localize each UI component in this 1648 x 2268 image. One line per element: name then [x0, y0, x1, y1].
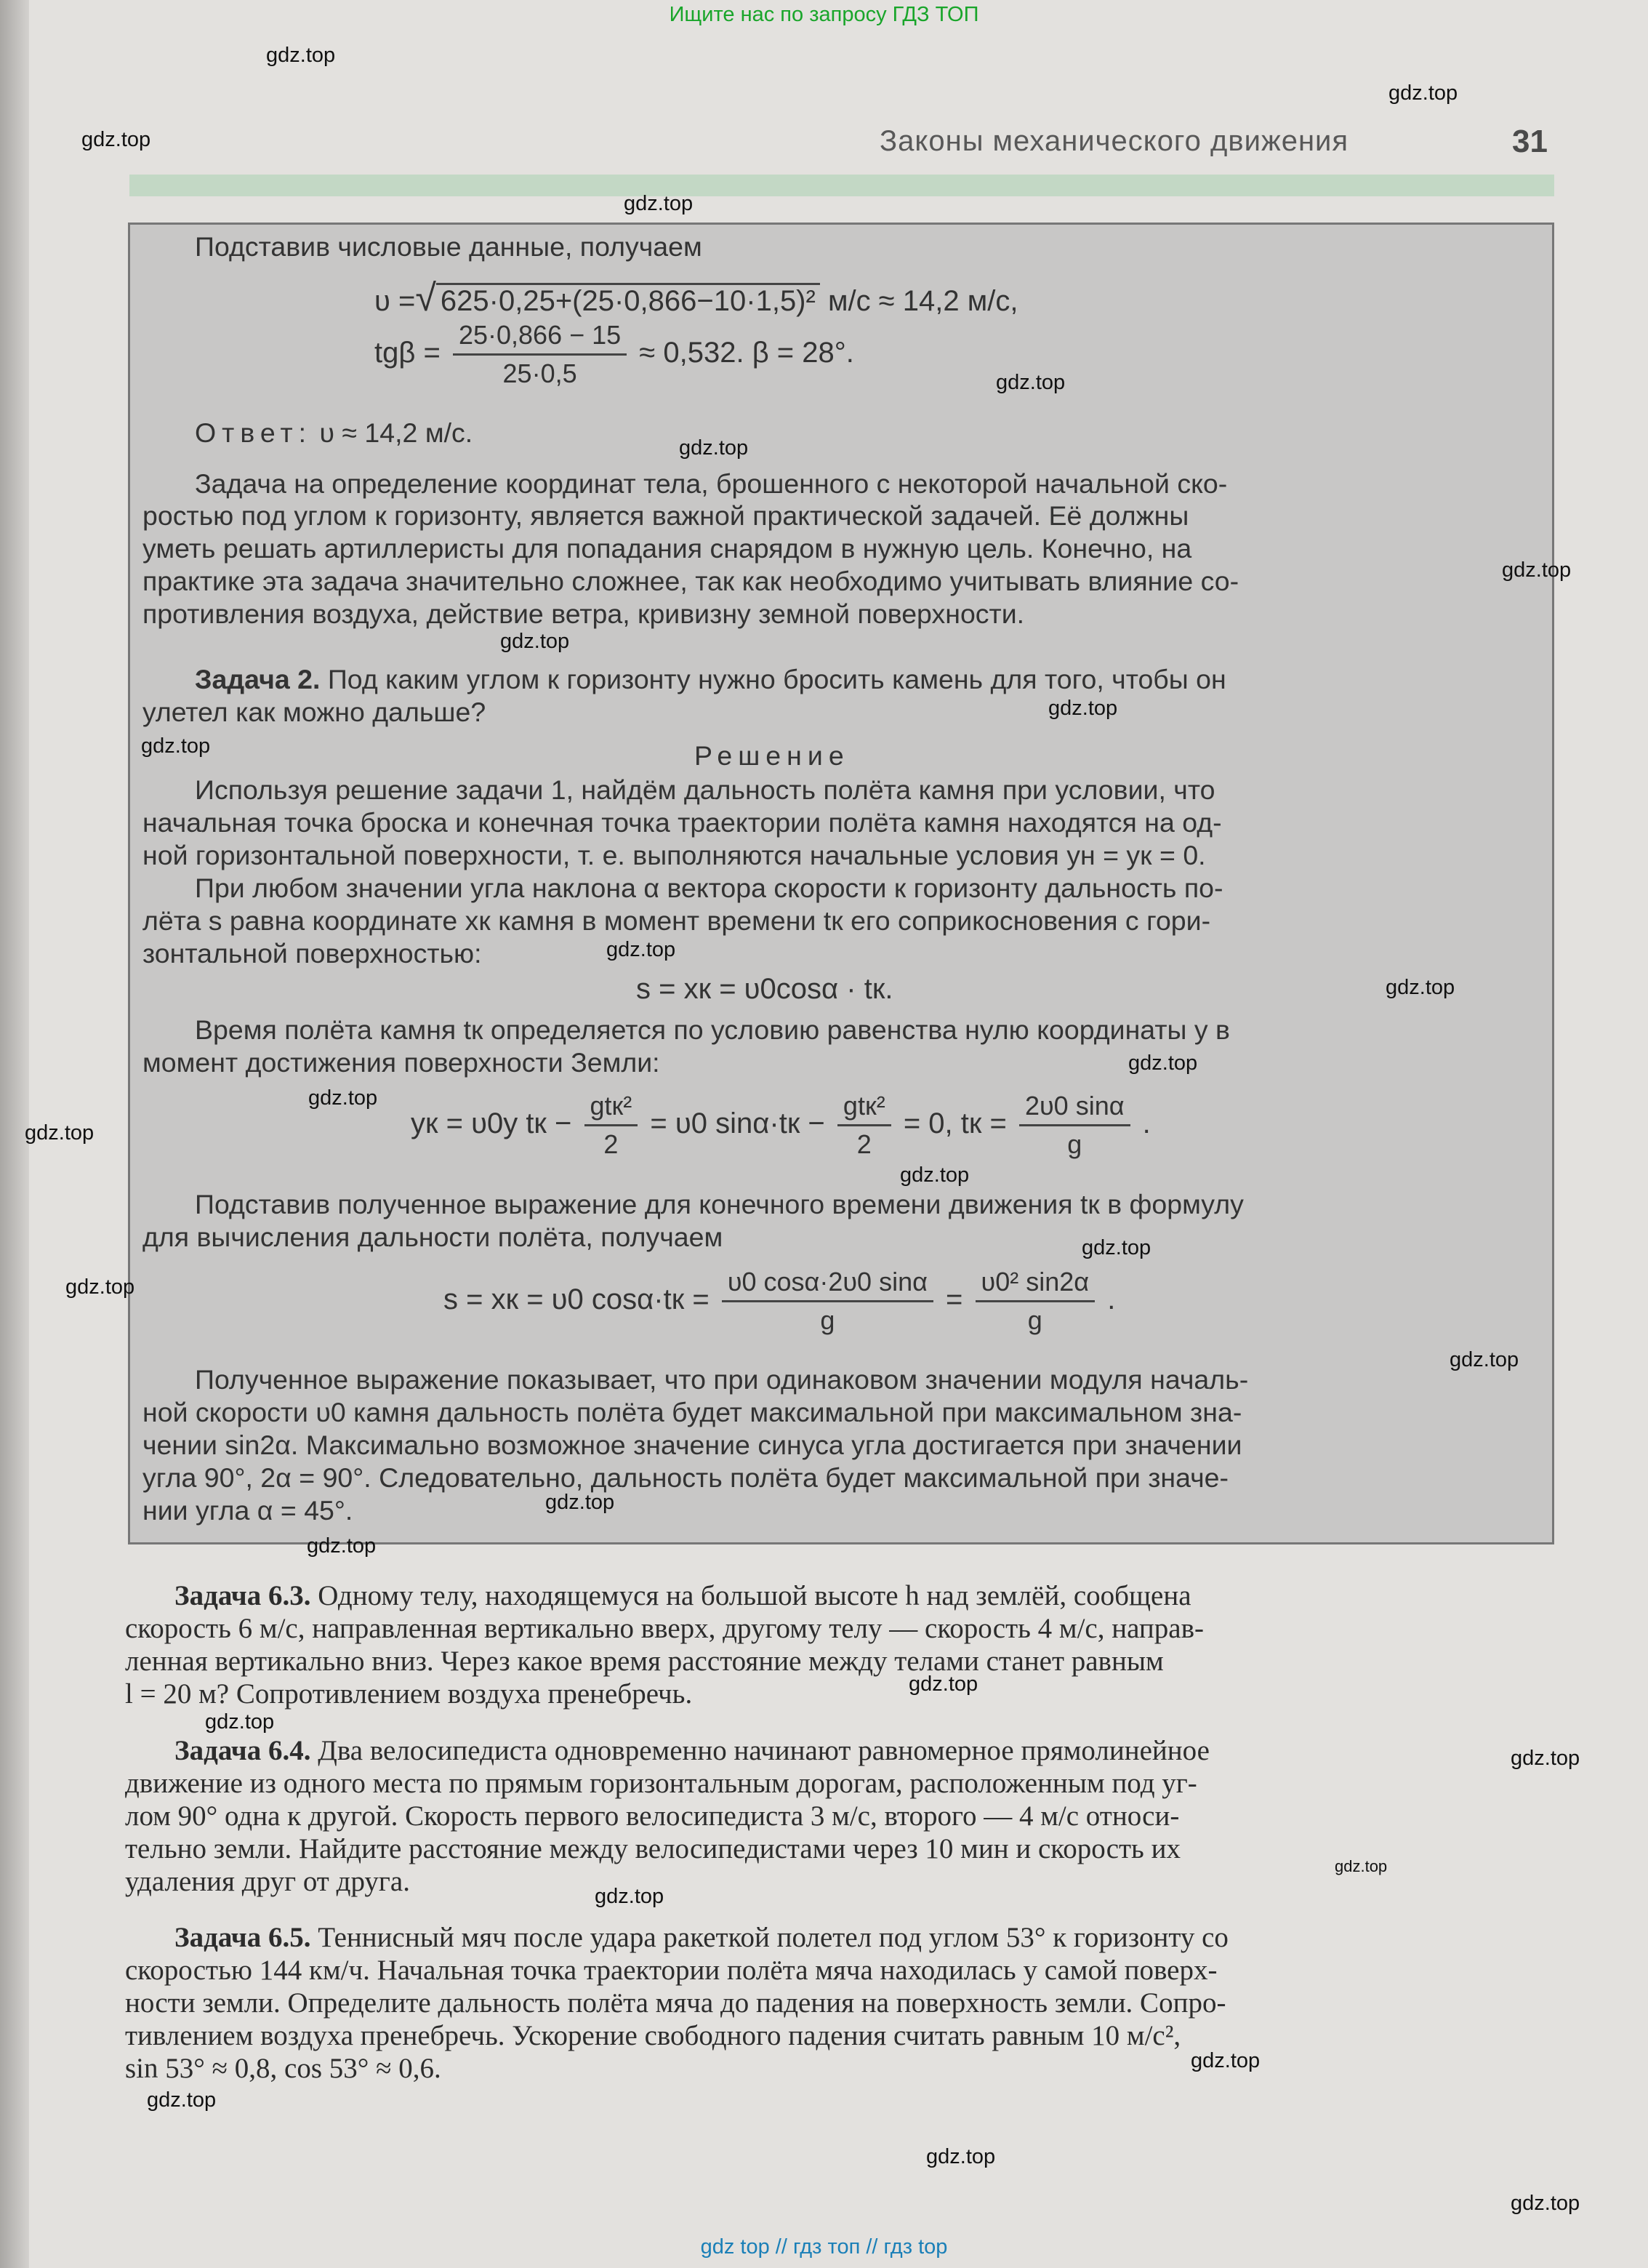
task-line: тивлением воздуха пренебречь. Ускорение свободного падения считать равным 10 м/с²,	[125, 2020, 1181, 2051]
watermark: gdz.top	[909, 1672, 978, 1696]
watermark: gdz.top	[500, 630, 570, 653]
watermark: gdz.top	[595, 1885, 664, 1908]
eq4-f2-den: 2	[856, 1129, 872, 1159]
watermark: gdz.top	[996, 371, 1066, 394]
watermark: gdz.top	[900, 1163, 970, 1187]
watermark: gdz.top	[1082, 1236, 1151, 1259]
watermark: gdz.top	[25, 1121, 95, 1145]
eq1-lhs: υ =	[374, 285, 416, 317]
equation-velocity: υ =√ 625·0,25+(25·0,866−10·1,5)² м/с ≈ 14,2 м/с,	[374, 277, 1018, 319]
eq5-fraction-2	[976, 1267, 1096, 1336]
task-6-5-line	[174, 1921, 1229, 1954]
eq4-f3-num: 2υ0 sinα	[1019, 1091, 1130, 1126]
eq4-fraction-3	[1019, 1091, 1130, 1160]
eq4-fraction-2	[837, 1091, 891, 1160]
eq4-f1-den: 2	[603, 1129, 619, 1159]
watermark: gdz.top	[1335, 1857, 1388, 1875]
page-number: 31	[1512, 124, 1548, 159]
eq2-rhs: ≈ 0,532. β = 28°.	[639, 337, 854, 369]
paragraph-line: При любом значении угла наклона α вектора скорости к горизонту дальность по-	[195, 873, 1223, 903]
eq5-f1-num: υ0 cosα·2υ0 sinα	[722, 1267, 933, 1302]
paragraph-line: Подставив полученное выражение для конечного времени движения tк в формулу	[195, 1189, 1244, 1219]
task2-label: Задача 2.	[195, 664, 321, 694]
eq4-end: .	[1142, 1107, 1151, 1140]
task-line: ленная вертикально вниз. Через какое время расстояние между телами станет равным	[125, 1646, 1164, 1677]
task-line: движение из одного места по прямым горизонтальным дорогам, расположенным под уг-	[125, 1768, 1197, 1799]
eq1-radicand: 625·0,25+(25·0,866−10·1,5)²	[436, 283, 820, 317]
eq2-fraction	[453, 320, 627, 389]
paragraph-line: ной горизонтальной поверхности, т. е. выполняются начальные условия yн = yк = 0.	[142, 840, 1206, 870]
eq5-end: .	[1107, 1283, 1116, 1316]
paragraph-line: угла 90°, 2α = 90°. Следовательно, дальность полёта будет максимальной при значе-	[142, 1462, 1229, 1493]
answer-line	[195, 417, 473, 449]
task-line: скорость 6 м/с, направленная вертикально вверх, другому телу — скорость 4 м/с, направ-	[125, 1613, 1204, 1644]
watermark: gdz.top	[1128, 1051, 1198, 1075]
eq5-f2-den: g	[1027, 1305, 1042, 1335]
watermark: gdz.top	[1502, 558, 1572, 582]
watermark: gdz.top	[679, 436, 749, 460]
task-line: скоростью 144 км/ч. Начальная точка траектории полёта мяча находилась у самой поверх-	[125, 1955, 1218, 1986]
equation-flight-time	[411, 1091, 1151, 1160]
task-6-4-text: Два велосипедиста одновременно начинают равномерное прямолинейное	[318, 1735, 1210, 1766]
watermark: gdz.top	[926, 2145, 996, 2168]
watermark: gdz.top	[266, 44, 336, 67]
solution-heading: Решение	[694, 740, 850, 771]
paragraph-line: уметь решать артиллеристы для попадания снарядом в нужную цель. Конечно, на	[142, 533, 1192, 564]
task-line: l = 20 м? Сопротивлением воздуха пренебречь.	[125, 1678, 693, 1710]
task2-line-2: улетел как можно дальше?	[142, 697, 486, 727]
top-banner[interactable]: Ищите нас по запросу ГДЗ ТОП	[669, 3, 979, 26]
task-6-4-label: Задача 6.4.	[174, 1735, 311, 1766]
paragraph-line: практике эта задача значительно сложнее, так как необходимо учитывать влияние со-	[142, 566, 1239, 596]
paragraph-line: для вычисления дальности полёта, получаем	[142, 1222, 723, 1252]
task-6-5-label: Задача 6.5.	[174, 1922, 311, 1953]
watermark: gdz.top	[1388, 81, 1458, 105]
equation-range-final	[443, 1267, 1115, 1336]
watermark: gdz.top	[205, 1710, 275, 1734]
eq5-f1-den: g	[820, 1305, 835, 1335]
equation-range: s = xк = υ0cosα · tк.	[636, 973, 893, 1005]
task-6-3-line	[174, 1579, 1191, 1612]
eq1-rhs: м/с ≈ 14,2 м/с,	[827, 285, 1018, 317]
bottom-banner[interactable]: gdz top // гдз топ // гдз top	[700, 2235, 948, 2259]
eq2-lhs: tgβ =	[374, 337, 441, 369]
eq5-part-a: s = xк = υ0 cosα·tк =	[443, 1283, 710, 1316]
paragraph-line: момент достижения поверхности Земли:	[142, 1047, 660, 1078]
eq4-part-b: = υ0 sinα·tк −	[650, 1107, 825, 1140]
page-header-title: Законы механического движения	[880, 125, 1349, 157]
paragraph-line: чении sin2α. Максимально возможное значение синуса угла достигается при значении	[142, 1430, 1242, 1460]
task-line: sin 53° ≈ 0,8, cos 53° ≈ 0,6.	[125, 2053, 441, 2084]
watermark: gdz.top	[545, 1491, 615, 1514]
watermark: gdz.top	[1191, 2049, 1261, 2072]
paragraph-line: лёта s равна координате xк камня в момент времени tк его соприкосновения с гори-	[142, 905, 1211, 936]
eq2-numerator: 25·0,866 − 15	[453, 320, 627, 356]
paragraph-line: ной скорости υ0 камня дальность полёта будет максимальной при максимальном зна-	[142, 1397, 1242, 1427]
eq4-f2-num: gtк²	[837, 1091, 891, 1126]
paragraph-line: Время полёта камня tк определяется по условию равенства нулю координаты y в	[195, 1014, 1230, 1045]
watermark: gdz.top	[1048, 697, 1118, 720]
task-line: тельно земли. Найдите расстояние между велосипедистами через 10 мин и скорость их	[125, 1833, 1181, 1864]
watermark: gdz.top	[1511, 1747, 1580, 1770]
task2-text: Под каким углом к горизонту нужно бросить камень для того, чтобы он	[327, 664, 1226, 694]
watermark: gdz.top	[141, 734, 211, 758]
paragraph-line: нии угла α = 45°.	[142, 1495, 353, 1526]
watermark: gdz.top	[81, 128, 151, 151]
task-6-3-text: Одному телу, находящемуся на большой высоте h над землёй, сообщена	[318, 1580, 1191, 1611]
paragraph-line: противления воздуха, действие ветра, кривизну земной поверхности.	[142, 598, 1025, 629]
paragraph-line: зонтальной поверхностью:	[142, 938, 482, 969]
task-6-5-text: Теннисный мяч после удара ракеткой полетел под углом 53° к горизонту со	[318, 1922, 1229, 1953]
box-intro-line: Подставив числовые данные, получаем	[195, 231, 702, 262]
header-bar	[129, 175, 1554, 196]
eq5-fraction-1	[722, 1267, 933, 1336]
answer-value: υ ≈ 14,2 м/с.	[319, 417, 473, 448]
watermark: gdz.top	[624, 192, 694, 215]
watermark: gdz.top	[1511, 2192, 1580, 2215]
task-6-3-label: Задача 6.3.	[174, 1580, 311, 1611]
eq4-part-c: = 0, tк =	[903, 1107, 1007, 1140]
eq4-f1-num: gtк²	[584, 1091, 638, 1126]
answer-label: Ответ:	[195, 417, 313, 448]
watermark: gdz.top	[307, 1534, 377, 1558]
paragraph-line: ростью под углом к горизонту, является важной практической задачей. Её должны	[142, 500, 1189, 531]
watermark: gdz.top	[65, 1275, 135, 1299]
paragraph-line: Задача на определение координат тела, брошенного с некоторой начальной ско-	[195, 468, 1228, 499]
paragraph-line: Полученное выражение показывает, что при одинаковом значении модуля началь-	[195, 1364, 1249, 1395]
eq4-fraction-1	[584, 1091, 638, 1160]
watermark: gdz.top	[147, 2088, 217, 2112]
task2-line	[195, 664, 1226, 695]
task-6-4-line	[174, 1734, 1210, 1767]
paragraph-line: Используя решение задачи 1, найдём дальность полёта камня при условии, что	[195, 774, 1215, 805]
eq5-part-b: =	[946, 1283, 963, 1316]
watermark: gdz.top	[308, 1086, 378, 1110]
equation-tan-beta	[374, 320, 854, 389]
eq4-part-a: yк = υ0y tк −	[411, 1107, 572, 1140]
task-line: удаления друг от друга.	[125, 1866, 410, 1897]
watermark: gdz.top	[1450, 1348, 1519, 1371]
task-line: ности земли. Определите дальность полёта мяча до падения на поверхность земли. Сопро-	[125, 1987, 1226, 2019]
eq2-denominator: 25·0,5	[502, 358, 577, 388]
task-line: лом 90° одна к другой. Скорость первого велосипедиста 3 м/с, второго — 4 м/с относи-	[125, 1800, 1180, 1832]
eq4-f3-den: g	[1067, 1129, 1082, 1159]
paragraph-line: начальная точка броска и конечная точка траектории полёта камня находятся на од-	[142, 807, 1222, 838]
watermark: gdz.top	[606, 938, 676, 961]
eq5-f2-num: υ0² sin2α	[976, 1267, 1096, 1302]
watermark: gdz.top	[1386, 976, 1455, 999]
